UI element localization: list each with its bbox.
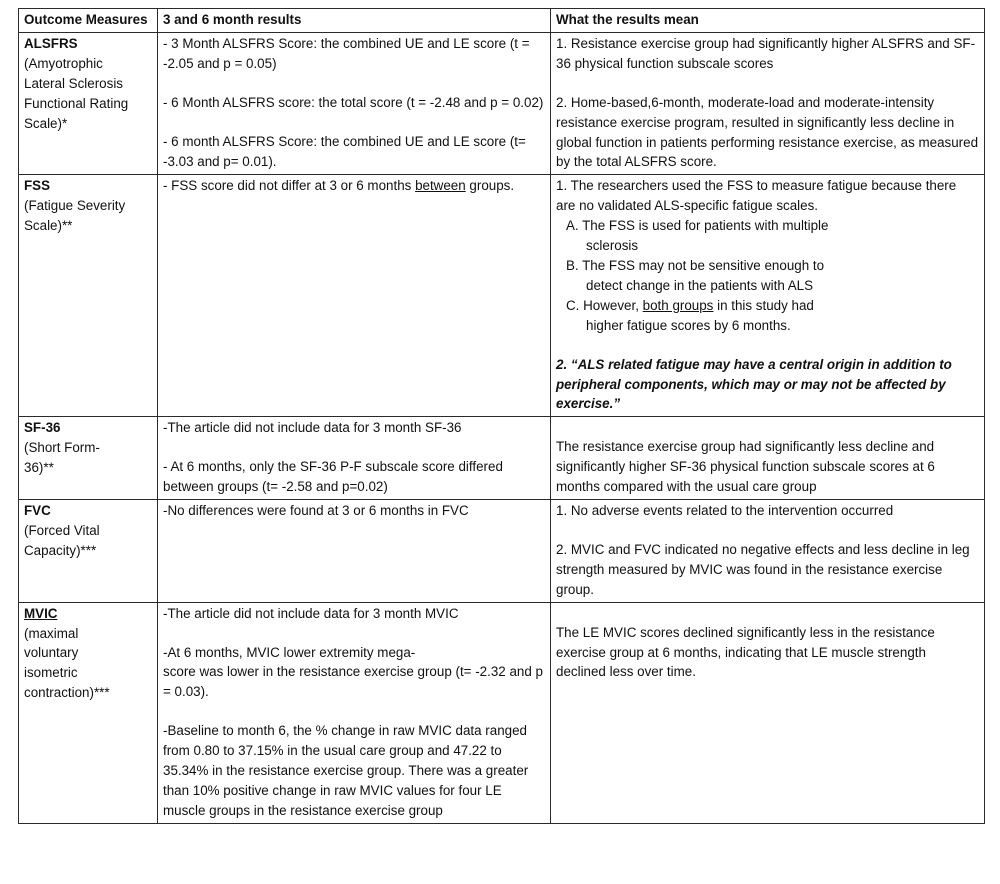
results-cell [158,500,551,603]
meaning-subitem-c-cont: higher fatigue scores by 6 months. [586,317,791,333]
header-meaning: What the results mean [551,9,985,33]
measure-cell [19,175,158,417]
table-row-alsfrs [19,32,985,174]
measure-cell [19,500,158,603]
measure-abbr: FSS [24,178,51,194]
measure-cell [19,602,158,823]
meaning-subitem-b-cont: detect change in the patients with ALS [586,277,814,293]
header-outcome-measures: Outcome Measures [19,9,158,33]
result-text: - FSS score did not differ at 3 or 6 months between groups. [163,178,515,194]
measure-abbr: SF-36 [24,420,61,436]
meaning-text: 2. MVIC and FVC indicated no negative effects and less decline in leg strength measured by MVIC was found in the resistance exercise group. [556,541,970,597]
result-text: - 6 month ALSFRS Score: the combined UE and LE score (t= -3.03 and p= 0.01). [163,133,526,169]
measure-full: contraction)*** [24,685,110,701]
measure-full: voluntary [24,645,79,661]
measure-full: (maximal [24,625,79,641]
outcomes-table-container [18,8,984,824]
measure-full: (Fatigue Severity [24,198,126,214]
meaning-subitem-a: A. The FSS is used for patients with multiple [566,218,829,234]
table-row-fss [19,175,985,417]
meaning-text: The resistance exercise group had significantly less decline and significantly higher SF-36 physical function subscale scores at 6 months compared with the usual care group [556,439,935,495]
measure-abbr: ALSFRS [24,35,78,51]
measure-full: Functional Rating [24,95,129,111]
result-text: - 3 Month ALSFRS Score: the combined UE and LE score (t = -2.05 and p = 0.05) [163,35,530,71]
measure-full: (Short Form- [24,440,100,456]
meaning-subitem-b: B. The FSS may not be sensitive enough to [566,257,825,273]
measure-full: Capacity)*** [24,542,97,558]
meaning-subitem-a-cont: sclerosis [586,238,639,254]
meaning-text: 1. Resistance exercise group had significantly higher ALSFRS and SF-36 physical function subscale scores [556,35,976,71]
outcomes-table [18,8,985,824]
measure-abbr: MVIC [24,605,58,621]
meaning-text: 2. Home-based,6-month, moderate-load and moderate-intensity resistance exercise program, resulted in significantly less decline in global function in patients performing resistance exercise, as measured by the total ALSFRS score. [556,94,979,170]
table-row-mvic [19,602,985,823]
result-text: - 6 Month ALSFRS score: the total score (t = -2.48 and p = 0.02) [163,94,544,110]
results-cell [158,32,551,174]
measure-full: isometric [24,665,78,681]
measure-full: (Forced Vital [24,522,100,538]
meaning-text: 1. The researchers used the FSS to measure fatigue because there are no validated ALS-specific fatigue scales. [556,178,957,214]
meaning-subitem-c: C. However, both groups in this study had [566,297,814,313]
measure-abbr: FVC [24,503,51,519]
measure-full: Lateral Sclerosis [24,75,123,91]
meaning-text: 1. No adverse events related to the intervention occurred [556,503,894,519]
result-text: -At 6 months, MVIC lower extremity mega- [163,644,416,660]
result-text: score was lower in the resistance exercise group (t= -2.32 and p = 0.03). [163,664,543,700]
meaning-cell [551,417,985,500]
meaning-text: The LE MVIC scores declined significantly less in the resistance exercise group at 6 months, indicating that LE muscle strength declined less over time. [556,624,935,680]
meaning-cell [551,175,985,417]
header-results: 3 and 6 month results [158,9,551,33]
measure-cell [19,417,158,500]
meaning-quote: 2. “ALS related fatigue may have a central origin in addition to peripheral components, which may or may not be affected by exercise.” [556,356,952,412]
measure-full: 36)** [24,460,54,476]
table-row-sf36 [19,417,985,500]
results-cell [158,417,551,500]
result-text: -The article did not include data for 3 month MVIC [163,605,459,621]
result-text: -Baseline to month 6, the % change in raw MVIC data ranged from 0.80 to 37.15% in the usual care group and 47.22 to 35.34% in the resistance exercise group. There was a greater than 10% positive change in raw MVIC values for four LE muscle groups in the resistance exercise group [163,723,529,818]
results-cell [158,175,551,417]
result-text: -The article did not include data for 3 month SF-36 [163,420,462,436]
results-cell [158,602,551,823]
measure-full: Scale)* [24,115,68,131]
meaning-cell [551,500,985,603]
result-text: - At 6 months, only the SF-36 P-F subscale score differed between groups (t= -2.58 and p=0.02) [163,459,503,495]
measure-cell [19,32,158,174]
measure-full: (Amyotrophic [24,55,103,71]
underlined-text: between [415,178,466,194]
header-row [19,9,985,33]
measure-full: Scale)** [24,218,73,234]
result-text: -No differences were found at 3 or 6 months in FVC [163,503,469,519]
underlined-text: both groups [642,297,714,313]
table-row-fvc [19,500,985,603]
meaning-cell [551,32,985,174]
meaning-cell [551,602,985,823]
